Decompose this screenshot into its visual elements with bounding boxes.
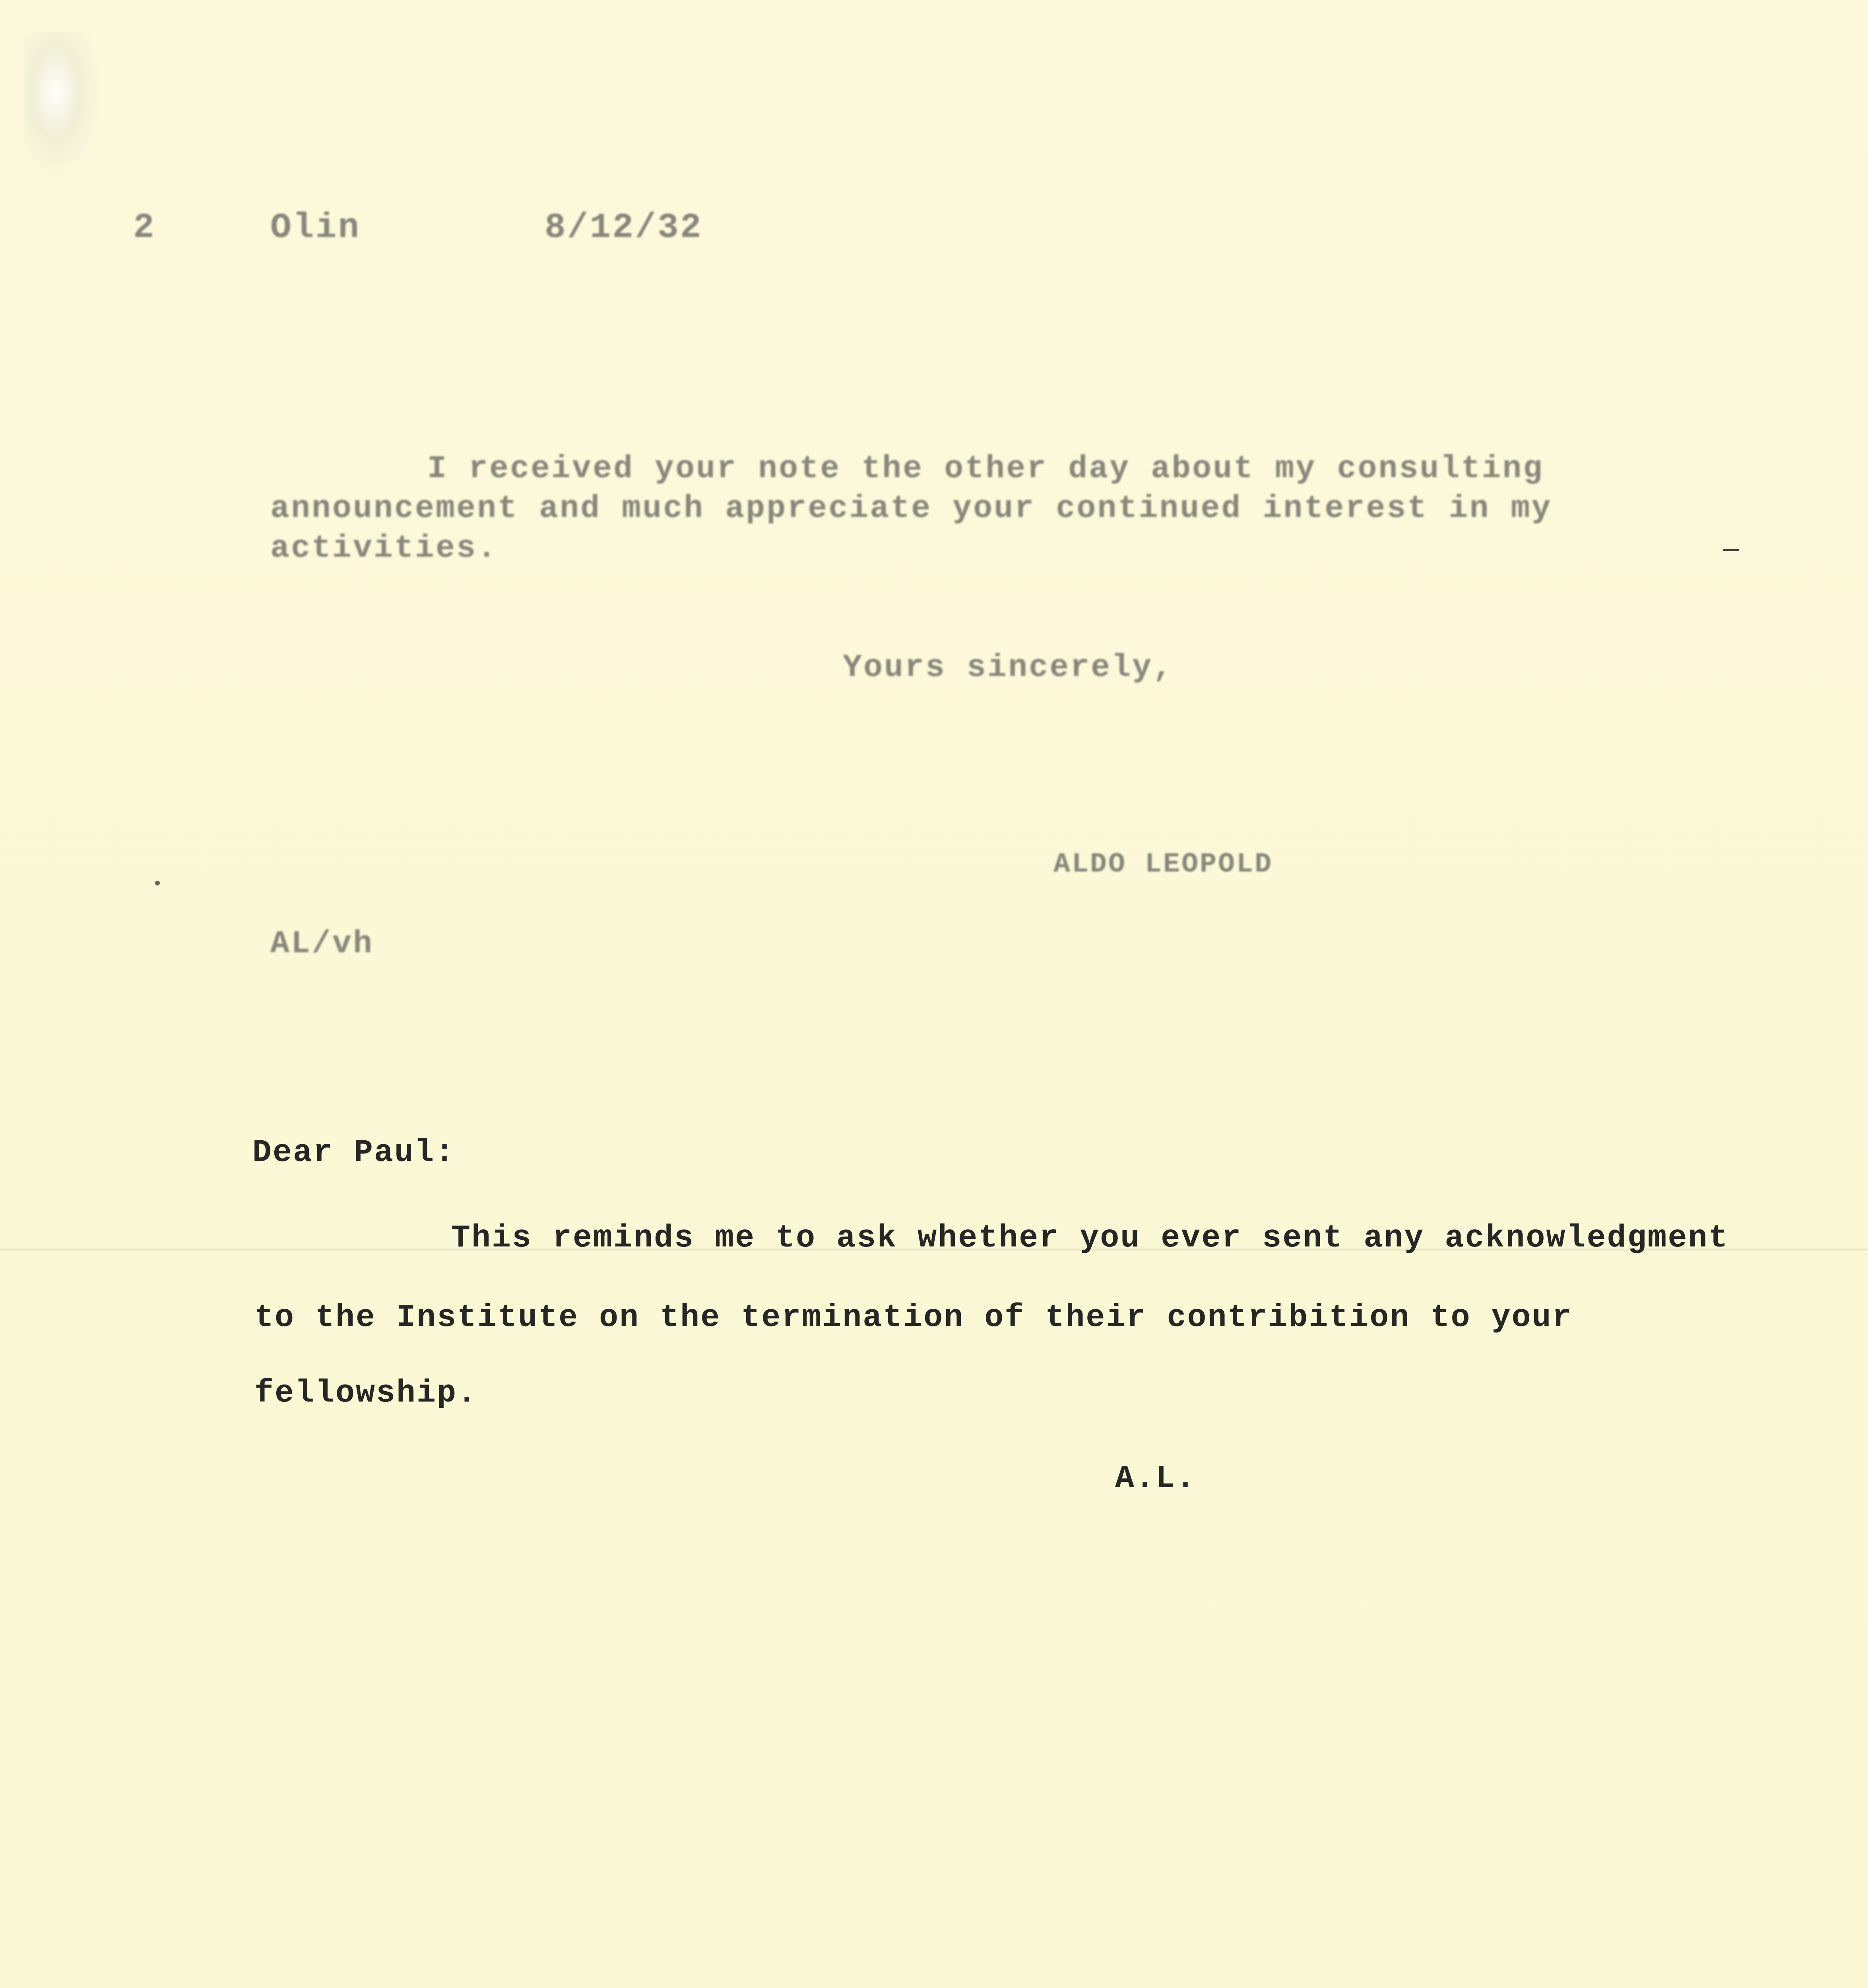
- page-number: 2: [133, 208, 156, 248]
- paper-speck: [155, 881, 160, 885]
- first-note-line-1: I received your note the other day about my consulting: [427, 451, 1544, 487]
- salutation: Dear Paul:: [252, 1135, 456, 1171]
- letter-date: 8/12/32: [545, 208, 703, 248]
- second-note-line-2: to the Institute on the termination of their contribition to your: [254, 1300, 1573, 1336]
- margin-mark: [1723, 549, 1739, 551]
- first-note-line-3: activities.: [270, 530, 498, 567]
- paper-damage-mark: [24, 32, 103, 183]
- first-note-line-2: announcement and much appreciate your continued interest in my: [270, 491, 1552, 527]
- reference-initials: AL/vh: [270, 926, 374, 962]
- initials-signoff: A.L.: [1115, 1461, 1197, 1497]
- typed-signature: ALDO LEOPOLD: [1053, 849, 1273, 880]
- second-note-line-3: fellowship.: [254, 1375, 478, 1411]
- closing-phrase: Yours sincerely,: [843, 650, 1174, 686]
- recipient-name: Olin: [270, 208, 361, 248]
- second-note-line-1: This reminds me to ask whether you ever sent any acknowledgment: [451, 1220, 1729, 1256]
